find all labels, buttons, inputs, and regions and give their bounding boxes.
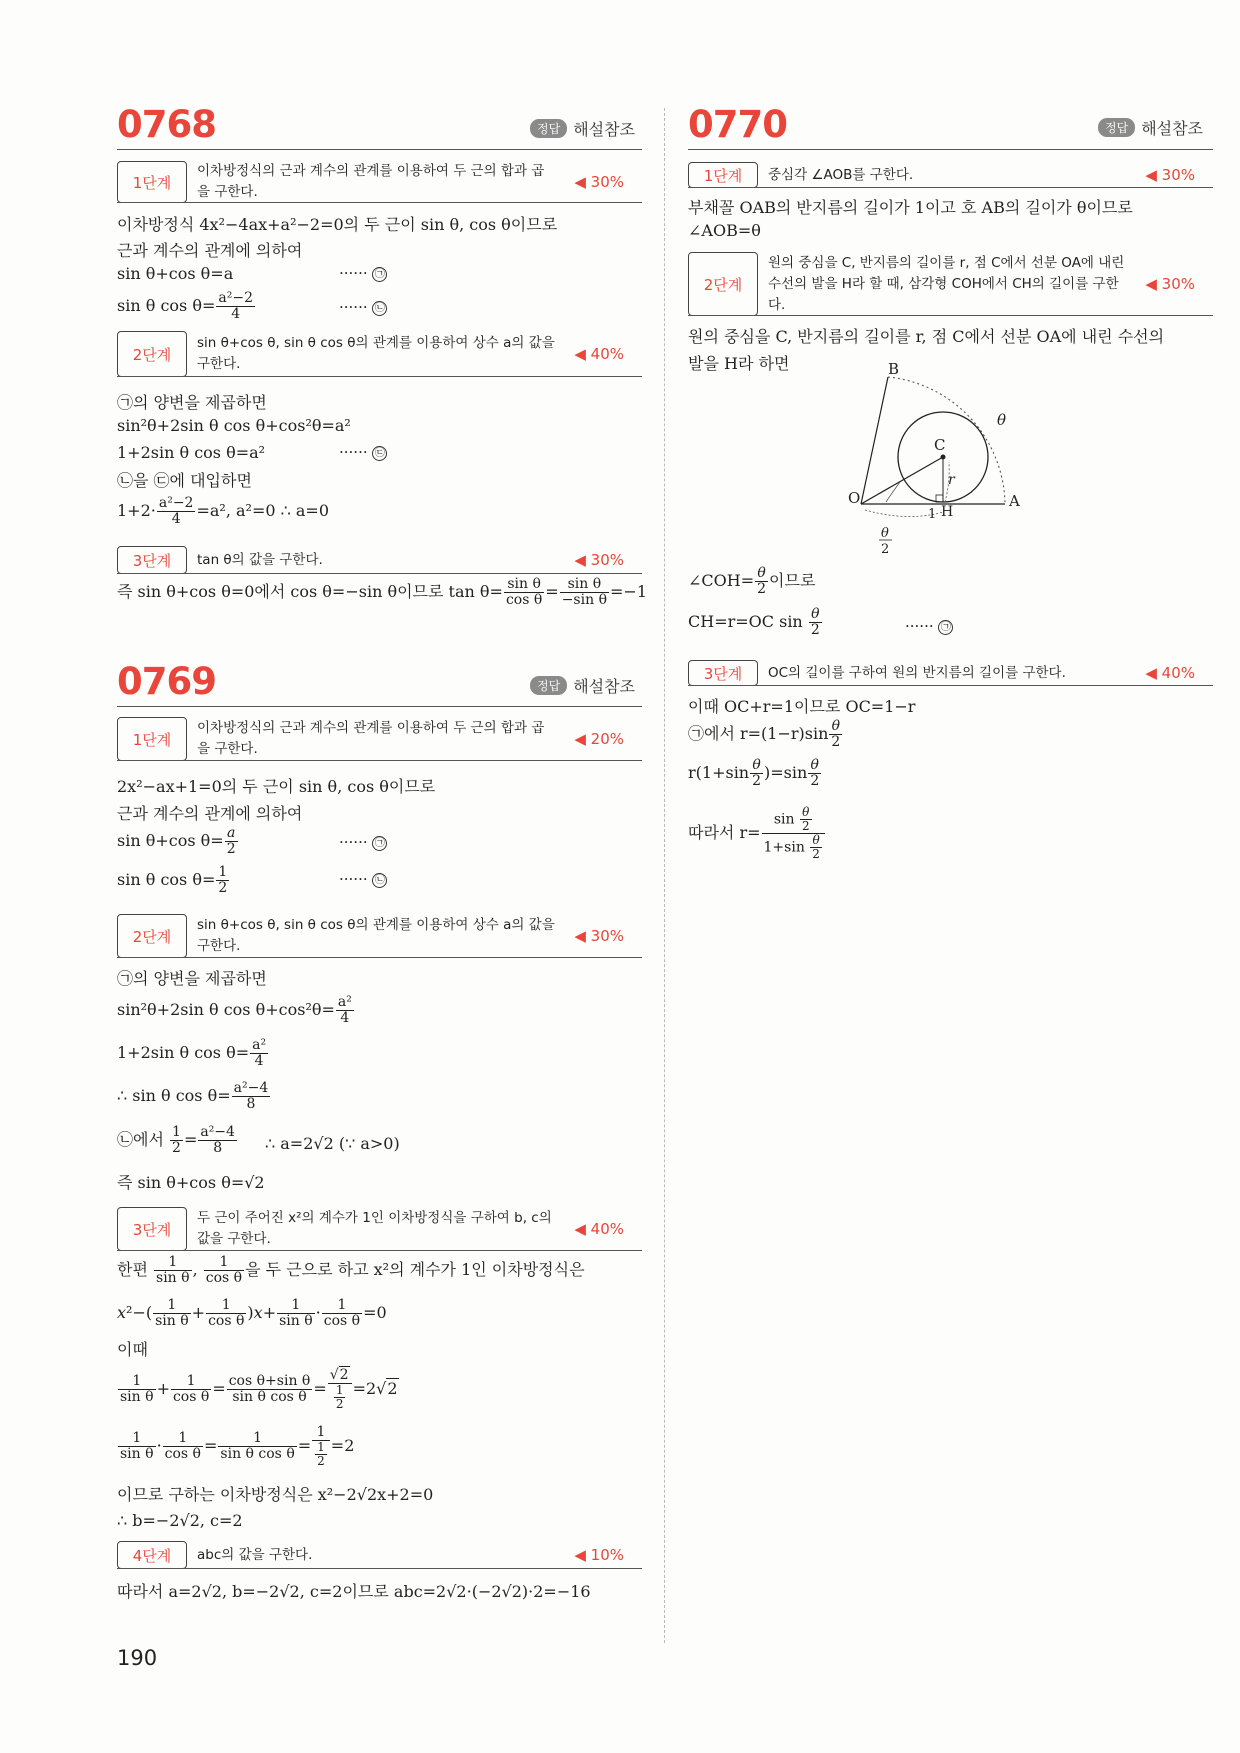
equation: 따라서 r= sin $\frac{\theta}{2}$ 1+sin $\frac{\theta}{2}$ [688, 806, 826, 861]
step-3 [688, 660, 1213, 686]
marker: ······ ㉢ [339, 443, 387, 461]
equation: ㉠에서 r=(1−r)sin $\frac{\theta}{2}$ [688, 718, 841, 750]
step-desc: 두 근이 주어진 x²의 계수가 1인 이차방정식을 구하여 b, c의 값을 구한다. [197, 1210, 552, 1247]
step-3 [117, 546, 642, 574]
step-percent: ◀ 40% [574, 345, 624, 363]
equation: 1+2· $\frac{\text{a²−2}}{4}$ =a², a²=0 ∴ a=0 [117, 495, 330, 527]
step-desc: sin θ+cos θ, sin θ cos θ의 관계를 이용하여 상수 a의 값을 구한다. [197, 335, 555, 372]
geometry-diagram [848, 360, 1048, 564]
step-1 [688, 162, 1213, 188]
step-label: 2단계 [688, 252, 758, 316]
text-line: 부채꼴 OAB의 반지름의 길이가 1이고 호 AB의 길이가 θ이므로 [688, 198, 1133, 217]
step-label: 2단계 [117, 331, 187, 377]
marker: ······ ㉡ [339, 870, 387, 888]
equation: ㉡에서 $\frac{1}{2}$ = $\frac{\text{a²−4}}{8}$ [117, 1124, 235, 1156]
equation: 따라서 a=2√2, b=−2√2, c=2이므로 abc=2√2·(−2√2)·2=−16 [117, 1582, 591, 1601]
step-2 [117, 331, 642, 377]
marker: ······ ㉠ [339, 264, 387, 282]
column-divider [664, 108, 665, 1643]
answer-reference: 정답 해설참조 [530, 674, 635, 697]
equation: ∴ sin θ cos θ= $\frac{\text{a²−4}}{8}$ [117, 1080, 269, 1112]
text-line: 2x²−ax+1=0의 두 근이 sin θ, cos θ이므로 [117, 777, 436, 796]
equation: CH=r=OC sin $\frac{\theta}{2}$ [688, 606, 820, 638]
step-percent: ◀ 30% [1145, 275, 1195, 293]
label-r: r [948, 472, 955, 488]
answer-reference: 정답 해설참조 [1098, 116, 1203, 139]
problem-number: 0768 [117, 103, 216, 146]
segment-oc [861, 457, 943, 504]
marker: ······ ㉠ [905, 617, 953, 635]
equation: r(1+sin $\frac{\theta}{2}$ )=sin $\frac{\theta}{2}$ [688, 757, 820, 789]
equation: sin²θ+2sin θ cos θ+cos²θ=a² [117, 416, 351, 435]
page-number: 190 [117, 1646, 158, 1670]
text-line: 이때 [117, 1340, 148, 1359]
text-line: 발을 H라 하면 [688, 354, 790, 373]
arc-ab [888, 377, 1005, 504]
step-percent: ◀ 10% [574, 1546, 624, 1564]
text-line: ㉠의 양변을 제곱하면 [117, 393, 267, 412]
step-label: 2단계 [117, 914, 187, 958]
step-label: 3단계 [117, 546, 187, 574]
text-line: 원의 중심을 C, 반지름의 길이를 r, 점 C에서 선분 OA에 내린 수선의 [688, 327, 1165, 346]
label-c: C [934, 436, 946, 454]
equation: 한편 $\frac{1}{\text{sin θ}}$ , $\frac{1}{\text{cos θ}}$ 을 두 근으로 하고 x²의 계수가 1인 이차방정식은 [117, 1254, 585, 1286]
step-desc: sin θ+cos θ, sin θ cos θ의 관계를 이용하여 상수 a의 값을 구한다. [197, 917, 555, 954]
step-percent: ◀ 40% [1145, 664, 1195, 682]
equation: ∠AOB=θ [688, 221, 761, 240]
step-desc: 원의 중심을 C, 반지름의 길이를 r, 점 C에서 선분 OA에 내린 수선의 발을 H라 할 때, 삼각형 COH에서 CH의 길이를 구한다. [768, 254, 1125, 313]
equation: sin θ+cos θ= $\frac{a}{2}$ [117, 825, 236, 857]
step-4 [117, 1541, 642, 1569]
label-b: B [888, 360, 900, 378]
label-theta: θ [997, 411, 1007, 429]
step-percent: ◀ 30% [1145, 166, 1195, 184]
step-label: 3단계 [117, 1207, 187, 1251]
marker: ······ ㉡ [339, 298, 387, 316]
divider [688, 149, 1213, 150]
label-half-num: θ [881, 526, 889, 541]
equation: ∴ a=2√2 (∵ a>0) [265, 1134, 400, 1153]
step-percent: ◀ 40% [574, 1220, 624, 1238]
answer-badge: 정답 [530, 119, 567, 138]
step-2 [688, 252, 1213, 316]
step-1 [117, 717, 642, 761]
equation: x²−( $\frac{1}{\text{sin θ}}$ + $\frac{1}{\text{cos θ}}$ )x+ $\frac{1}{\text{sin θ}}$ · $\frac{1}{\text{cos θ}}$ =0 [117, 1297, 387, 1329]
step-desc: tan θ의 값을 구한다. [197, 551, 323, 568]
step-desc: 중심각 ∠AOB를 구한다. [768, 166, 914, 183]
text-line: 이차방정식 4x²−4ax+a²−2=0의 두 근이 sin θ, cos θ이므로 [117, 215, 558, 234]
problem-number: 0770 [688, 103, 787, 146]
step-label: 1단계 [688, 162, 758, 188]
text-line: ㉡을 ㉢에 대입하면 [117, 471, 252, 490]
text-line: 근과 계수의 관계에 의하여 [117, 804, 303, 823]
equation: 1+2sin θ cos θ= $\frac{\text{a²}}{4}$ [117, 1037, 267, 1069]
step-desc: OC의 길이를 구하여 원의 반지름의 길이를 구한다. [768, 664, 1066, 681]
center-point [941, 455, 946, 460]
label-one: 1 [928, 507, 937, 522]
step-1 [117, 161, 642, 203]
equation: ∴ b=−2√2, c=2 [117, 1511, 243, 1530]
equation: 즉 sin θ+cos θ=√2 [117, 1173, 265, 1192]
label-a: A [1009, 492, 1020, 510]
text-line: ㉠의 양변을 제곱하면 [117, 969, 267, 988]
equation: $\frac{1}{\text{sin θ}}$ + $\frac{1}{\text{cos θ}}$ = $\frac{\text{cos θ+sin θ}}{\text{sin θ cos θ}}$ = $\frac{√2}{\frac{1}{2}}$ =2√2 [120, 1367, 398, 1411]
label-o: O [848, 489, 861, 507]
problem-number: 0769 [117, 660, 216, 703]
equation: sin²θ+2sin θ cos θ+cos²θ= $\frac{\text{a²}}{4}$ [117, 994, 352, 1026]
step-percent: ◀ 30% [574, 551, 624, 569]
step-percent: ◀ 30% [574, 927, 624, 945]
step-3 [117, 1207, 642, 1251]
step-percent: ◀ 30% [574, 173, 624, 191]
equation: 1+2sin θ cos θ=a² [117, 443, 266, 462]
step-2 [117, 914, 642, 958]
equation: 이므로 구하는 이차방정식은 x²−2√2x+2=0 [117, 1485, 434, 1504]
step-desc: 이차방정식의 근과 계수의 관계를 이용하여 두 근의 합과 곱을 구한다. [197, 163, 545, 200]
step-desc: abc의 값을 구한다. [197, 1546, 313, 1563]
text-line: 근과 계수의 관계에 의하여 [117, 241, 303, 260]
segment-ob [861, 377, 888, 504]
answer-text: 해설참조 [573, 120, 636, 139]
equation: sin θ cos θ= $\frac{\text{a²−2}}{4}$ [117, 290, 253, 322]
step-label: 1단계 [117, 717, 187, 761]
marker: ······ ㉠ [339, 833, 387, 851]
divider [117, 149, 642, 150]
divider [117, 706, 642, 707]
equation: sin θ cos θ= $\frac{1}{2}$ [117, 864, 228, 896]
step-percent: ◀ 20% [574, 730, 624, 748]
label-h: H [941, 504, 954, 520]
label-half-den: 2 [881, 542, 890, 557]
equation: 이때 OC+r=1이므로 OC=1−r [688, 697, 916, 716]
equation: $\frac{1}{\text{sin θ}}$ · $\frac{1}{\text{cos θ}}$ = $\frac{1}{\text{sin θ cos θ}}$ = $\frac{1}{\frac{1}{2}}$ =2 [120, 1424, 355, 1468]
step-label: 1단계 [117, 161, 187, 203]
step-label: 3단계 [688, 660, 758, 686]
equation: sin θ+cos θ=a [117, 264, 234, 283]
answer-reference [530, 117, 635, 140]
equation: ∠COH= $\frac{\theta}{2}$ 이므로 [688, 565, 816, 597]
step-desc: 이차방정식의 근과 계수의 관계를 이용하여 두 근의 합과 곱을 구한다. [197, 720, 545, 757]
step-label: 4단계 [117, 1541, 187, 1569]
equation: 즉 sin θ+cos θ=0에서 cos θ=−sin θ이므로 tan θ= $\frac{\text{sin θ}}{\text{cos θ}}$ = $\frac{\text{sin θ}}{\text{−sin θ}}$ =−1 [117, 576, 647, 608]
